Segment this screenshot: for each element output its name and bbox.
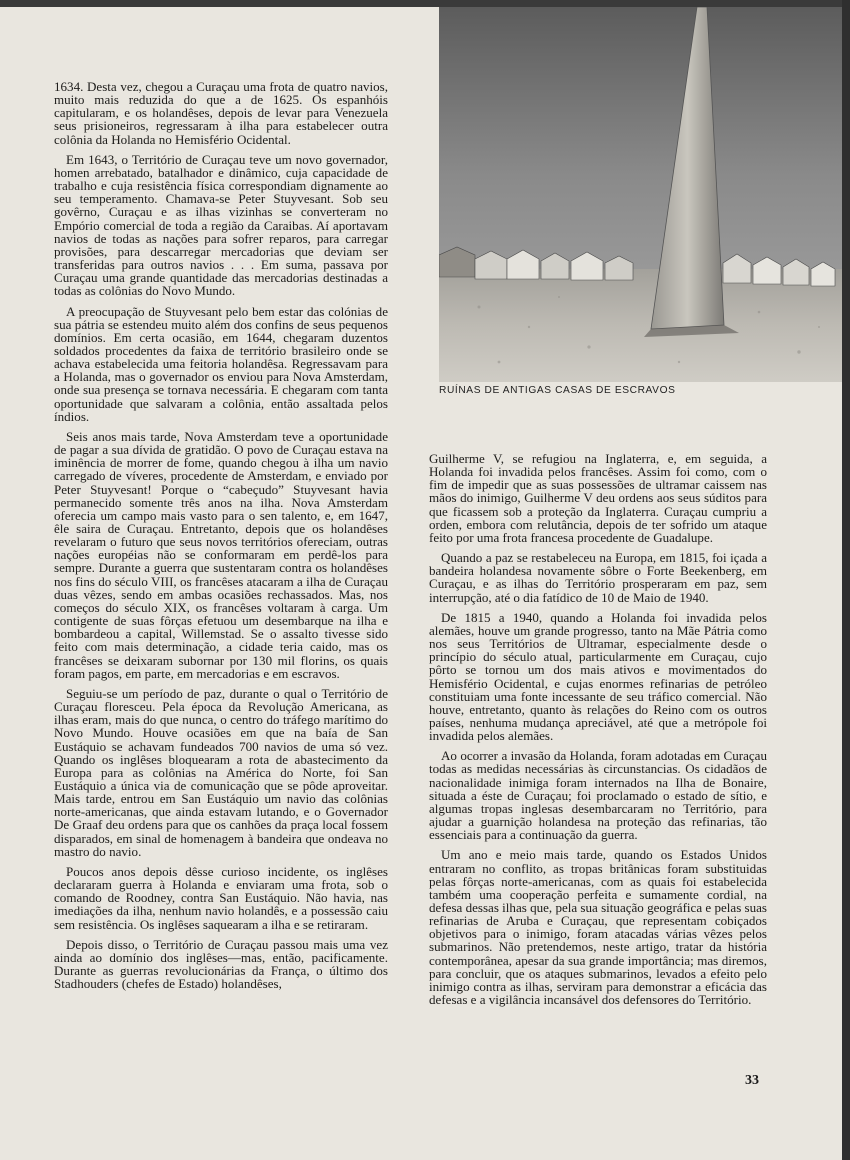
paragraph: Um ano e meio mais tarde, quando os Estados Unidos entraram no conflito, as tropas britânicas foram substituidas pelas fôrças norte-americanas, com as quais foi estabelecida também uma cooperação perfeita e sumamente cordial, na defesa dessas ilhas que, pela sua situação geográfica e pelas suas refinarias de Aruba e Curaçau, que representam cobiçados objetivos para o inimigo, foram atacadas várias vêzes pelos submarinos. Não pretendemos, neste artigo, tratar da história contemporânea, apesar da sua grande importância; mas diremos, para concluir, que os ataques submarinos, levados a efeito pelo inimigo contra as ilhas, serviram para demonstrar a eficácia das defesas e a vigilância incansável dos defensores do Território. bbox=[429, 847, 767, 1008]
paragraph: Guilherme V, se refugiou na Inglaterra, e, em seguida, a Holanda foi invadida pelos francêses. Assim foi como, com o fim de impedir que as suas possessões de ultramar caissem nas mãos do inimigo, Guilherme V deu ordens aos seus súditos para que ficassem sob a proteção da Inglaterra. Curaçau cumpriu a orden, embora com relutância, depois de ter sofrido um ataque feito por uma frota francesa procedente de Guadalupe. bbox=[429, 451, 767, 545]
paragraph: Depois disso, o Território de Curaçau passou mais uma vez ainda ao domínio dos inglêses—mas, então, pacificamente. Durante as guerras revolucionárias da França, o último dos Stadhouders (chefes de Estado) holandêses, bbox=[54, 936, 388, 992]
paragraph: Quando a paz se restabeleceu na Europa, em 1815, foi içada a bandeira holandesa novamente sôbre o Forte Beekenberg, em Curaçau, e as ilhas do Território prosperaram em paz, sem interrupção, até o dia fatídico de 10 de Maio de 1940. bbox=[429, 550, 767, 605]
paragraph: De 1815 a 1940, quando a Holanda foi invadida pelos alemães, houve um grande progresso, tanto na Mãe Pátria como nos seus Territórios de Ultramar, especialmente desde o princípio do século atual, particularmente em Curaçau, cujo pôrto se tornou um dos mais ativos e movimentados do Hemisfério Ocidental, e cujas enormes refinarias de petróleo constituiam uma fonte incessante de seu tráfico comercial. Não houve, entretanto, quanto às relações do Reino com os outros países, nenhuma mudança apreciável, até que a metrópole foi invadida pelos alemães. bbox=[429, 609, 767, 744]
paragraph: 1634. Desta vez, chegou a Curaçau uma frota de quatro navios, muito mais reduzida do que a de 1625. Os espanhóis capitularam, e os holandêses, depois de levar para Venezuela seus prisioneiros, regressaram à ilha para estabelecer outra colônia da Holanda no Hemisfério Ocidental. bbox=[54, 79, 388, 147]
right-column bbox=[429, 452, 767, 1013]
page-number: 33 bbox=[745, 1073, 759, 1088]
paragraph: Seguiu-se um período de paz, durante o qual o Território de Curaçau floresceu. Pela época da Revolução Americana, as ilhas eram, mais do que nunca, o centro do tráfego marítimo do Novo Mundo. Houve ocasiões em que na baía de San Eustáquio se achavam fundeados 700 navios de uma só vez. Quando os inglêses bloquearam a rota de abastecimento da Europa para as colônias na América do Norte, foi San Eustáquio a única via de comunicação que se pôde aproveitar. Mais tarde, entrou em San Eustáquio um navio das colônias norte-americanas, que ainda estavam lutando, e o Governador De Graaf deu ordens para que os canhões da praça local fossem disparados, em sinal de homenagem à bandeira que ondeava no mastro do navio. bbox=[54, 685, 388, 859]
scan-right-edge bbox=[842, 0, 850, 1160]
slave-houses-photo bbox=[439, 7, 842, 382]
left-column bbox=[54, 80, 388, 997]
paragraph: Seis anos mais tarde, Nova Amsterdam teve a oportunidade de pagar a sua dívida de gratidão. O povo de Curaçau estava na iminência de morrer de fome, quando chegou à ilha um navio carregado de víveres, procedente de Amsterdam, e enviado por Peter Stuyvesant! Porque o “cabeçudo” Stuyvesant havia permanecido somente três anos na ilha. Nova Amsterdam oferecia um campo mais vasto para o sen talento, e, em 1647, êle saira de Curaçau. Entretanto, depois que os holandêses revelaram o futuro que seus novos territórios ofereciam, outras nações européias não se conformaram em perdê-los para sempre. Durante a guerra que sustentaram contra os holandêses nos fins do século VIII, os francêses atacaram a ilha de Curaçau duas vêzes, sendo em ambas ocasiões rechassados. Mas, nos começos do século XIX, os francêses voltaram à carga. Um contigente de suas fôrças efetuou um desembarque na ilha e bombardeou a capital, Willemstad. Se o assalto tivesse sido feito com mais determinação, a cidade teria caido, mas os francêses se deixaram subornar por 130 mil florins, os quais foram pagos, em parte, em mercadorias e em escravos. bbox=[54, 428, 388, 681]
paragraph: A preocupação de Stuyvesant pelo bem estar das colónias de sua pátria se estendeu muito além dos confins de seus pequenos domínios. Em certa ocasião, em 1644, chegaram duzentos soldados procedentes da faixa de território brasileiro onde se achava estabelecida uma feitoria holandêsa. Regressavam para a Holanda, mas o governador os enviou para Nova Amsterdam, onde sua presença se tornava necessária. E chegaram com tanta oportunidade que salvaram a colônia, então assaltada pelos índios. bbox=[54, 303, 388, 424]
scan-top-edge bbox=[0, 0, 850, 7]
paragraph: Em 1643, o Território de Curaçau teve um novo governador, homen arrebatado, batalhador e dinâmico, cuja capacidade de trabalho e cuja resistência física correspondiam dignamente ao seu temperamento. Chamava-se Peter Stuyvesant. Sob seu govêrno, Curaçau e as ilhas vizinhas se converteram no Empório comercial de toda a região da Caraibas. Aí aportavam navios de todas as nações para sofrer reparos, para carregar provisões, para descarregar mercadorias que deviam ser transferidas para outros navios . . . Em suma, passava por Curaçau uma grande quantidade das mercadorias destinadas a todas as colônias do Novo Mundo. bbox=[54, 151, 388, 299]
paragraph: Poucos anos depois dêsse curioso incidente, os inglêses declararam guerra à Holanda e enviaram uma frota, sob o comando de Roodney, contra San Eustáquio. Não havia, nas imediações da ilha, nenhum navio holandês, e a possessão caiu sem resistência. Os inglêses saquearam a ilha e se retiraram. bbox=[54, 863, 388, 932]
paragraph: Ao ocorrer a invasão da Holanda, foram adotadas em Curaçau todas as medidas necessárias às circunstancias. Os cidadãos de nacionalidade inimiga foram internados na Ilha de Bonaire, situada a éste de Curaçau; foi proclamado o estado de sítio, e algumas tropas inglesas desembarcaram no Território, para ajudar a guarnição holandesa na proteção das refinarias, tão essenciais para a continuação da guerra. bbox=[429, 748, 767, 843]
photo-caption: RUÍNAS DE ANTIGAS CASAS DE ESCRAVOS bbox=[439, 385, 676, 396]
